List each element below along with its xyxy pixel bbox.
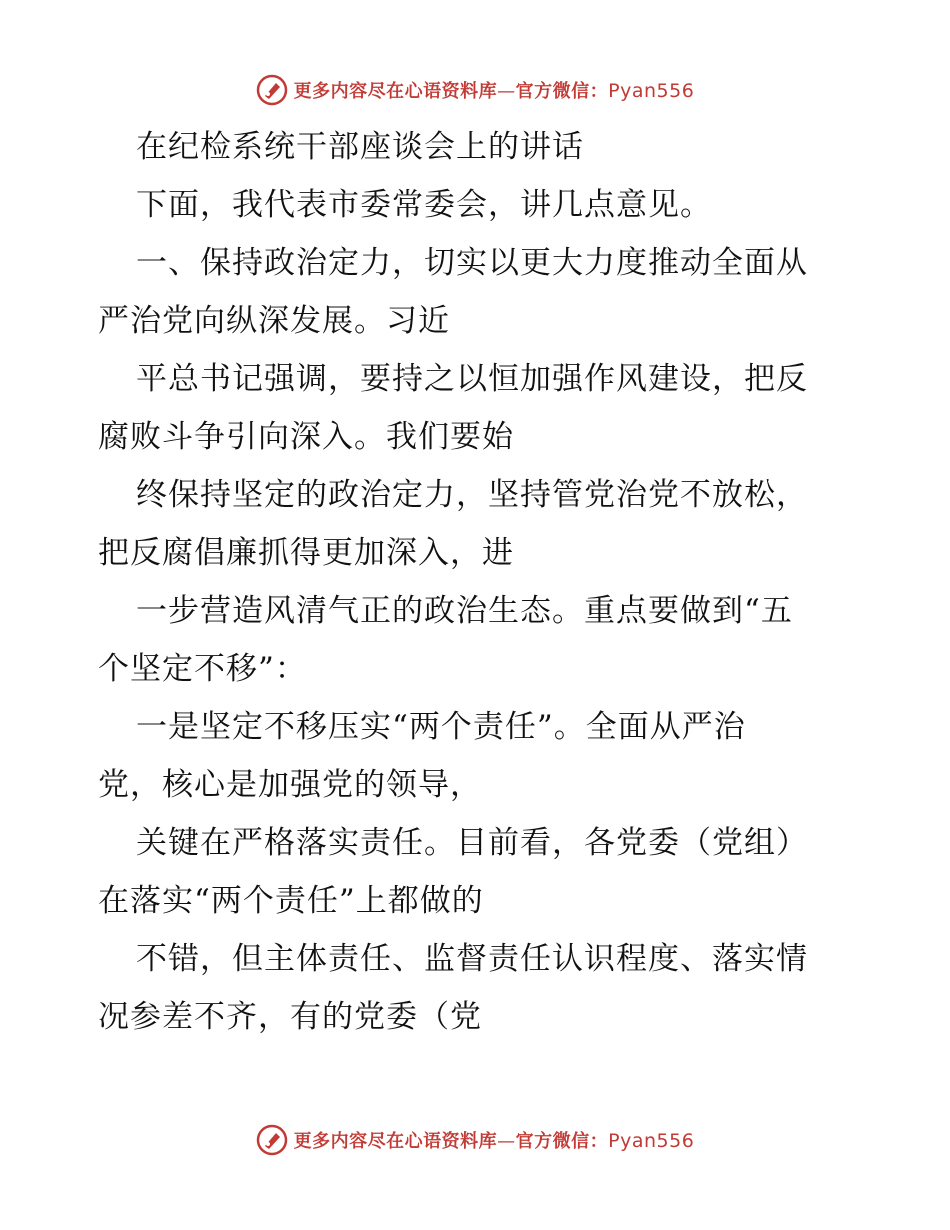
document-title: 在纪检系统干部座谈会上的讲话 — [136, 129, 584, 165]
paragraph-line: 况参差不齐，有的党委（党 — [98, 999, 482, 1035]
watermark-brand: 更多内容尽在心语资料库 — [293, 1131, 498, 1152]
paragraph-line: 在落实“两个责任”上都做的 — [98, 883, 484, 919]
paragraph-line: 一是坚定不移压实“两个责任”。全面从严治 — [136, 709, 746, 745]
paragraph-line: 严治党向纵深发展。习近 — [98, 303, 450, 339]
pen-nib-logo-icon — [256, 1124, 288, 1156]
pen-nib-logo-icon — [256, 74, 288, 106]
paragraph-line: 关键在严格落实责任。目前看，各党委（党组） — [136, 825, 808, 861]
watermark-brand: 更多内容尽在心语资料库 — [293, 81, 498, 102]
watermark-text — [294, 1127, 695, 1153]
header-watermark — [0, 70, 950, 110]
paragraph-line: 腐败斗争引向深入。我们要始 — [98, 419, 514, 455]
document-body — [98, 118, 858, 1046]
paragraph-line: 把反腐倡廉抓得更加深入，进 — [98, 535, 514, 571]
watermark-separator: — — [497, 1131, 516, 1152]
paragraph-line: 党，核心是加强党的领导， — [98, 767, 482, 803]
paragraph-line: 个坚定不移”： — [98, 651, 307, 687]
watermark-official: 官方微信： — [515, 1131, 609, 1152]
watermark-text — [294, 77, 695, 103]
watermark-id: Pyan556 — [608, 1130, 695, 1152]
paragraph-line: 下面，我代表市委常委会，讲几点意见。 — [136, 187, 712, 223]
footer-watermark — [0, 1120, 950, 1160]
watermark-id: Pyan556 — [608, 80, 695, 102]
paragraph-line: 终保持坚定的政治定力，坚持管党治党不放松， — [136, 477, 808, 513]
watermark-separator: — — [497, 81, 516, 102]
paragraph-line: 不错，但主体责任、监督责任认识程度、落实情 — [136, 941, 808, 977]
paragraph-line: 一步营造风清气正的政治生态。重点要做到“五 — [136, 593, 793, 629]
paragraph-line: 平总书记强调，要持之以恒加强作风建设，把反 — [136, 361, 808, 397]
watermark-official: 官方微信： — [515, 81, 609, 102]
paragraph-line: 一、保持政治定力，切实以更大力度推动全面从 — [136, 245, 808, 281]
